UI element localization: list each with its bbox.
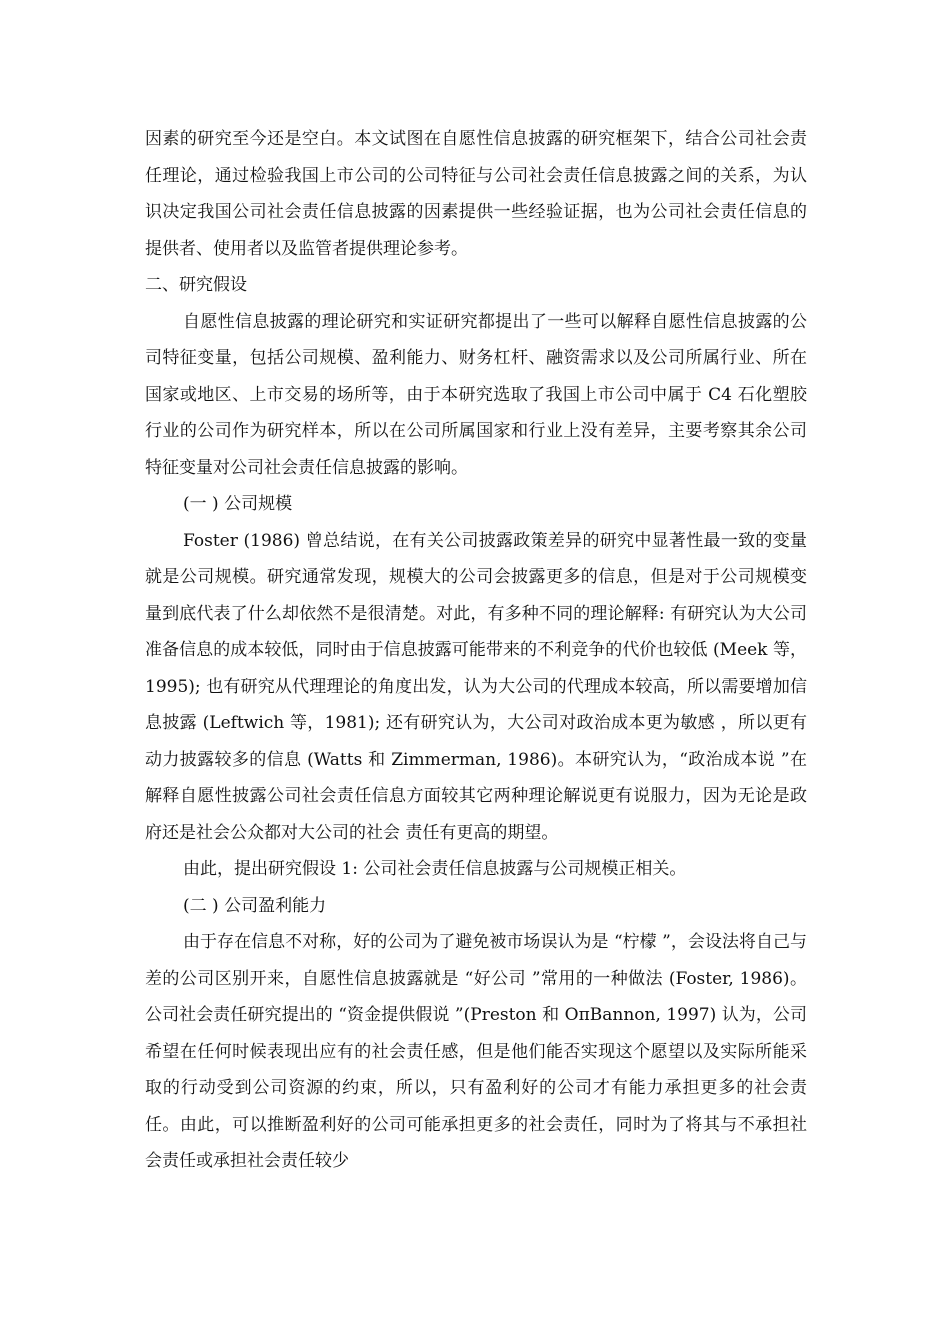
section-heading-hypotheses: 二、研究假设 [145, 275, 247, 295]
paragraph-voluntary-disclosure: 自愿性信息披露的理论研究和实证研究都提出了一些可以解释自愿性信息披露的公司特征变量，包括公司规模、盈利能力、财务杠杆、融资需求以及公司所属行业、所在国家或地区、上市交易的场所等，由于本研究选取了我国上市公司中属于 C4 石化塑胶行业的公司作为研究样本，所以在公司所属国家和行业上没有差异，主要考察其余公司特征变量对公司社会责任信息披露的影响。 [145, 311, 807, 478]
paragraph-profitability: 由于存在信息不对称，好的公司为了避免被市场误认为是 “柠檬 ”，会设法将自己与差的公司区别开来，自愿性信息披露就是 “好公司 ”常用的一种做法 (Foster, 1986)。公司社会责任研究提出的 “资金提供假说 ”(Preston 和 OπBannon, 1997) 认为，公司希望在任何时候表现出应有的社会责任感，但是他们能否实现这个愿望以及实际所能采取的行动受到公司资源的约束，所以，只有盈利好的公司才有能力承担更多的社会责任。由此，可以推断盈利好的公司可能承担更多的社会责任，同时为了将其与不承担社会责任或承担社会责任较少 [145, 932, 807, 1171]
subheading-profitability: (二 ) 公司盈利能力 [183, 895, 327, 916]
paragraph-hypothesis-1: 由此，提出研究假设 1: 公司社会责任信息披露与公司规模正相关。 [183, 859, 687, 879]
paragraph-intro-end: 因素的研究至今还是空白。本文试图在自愿性信息披露的研究框架下，结合公司社会责任理论，通过检验我国上市公司的公司特征与公司社会责任信息披露之间的关系，为认识决定我国公司社会责任信息披露的因素提供一些经验证据，也为公司社会责任信息的提供者、使用者以及监管者提供理论参考。 [145, 129, 807, 259]
subheading-company-size: (一 ) 公司规模 [183, 494, 293, 514]
document-page [145, 121, 807, 1180]
paragraph-company-size: Foster (1986) 曾总结说，在有关公司披露政策差异的研究中显著性最一致的变量就是公司规模。研究通常发现，规模大的公司会披露更多的信息，但是对于公司规模变量到底代表了什么却依然不是很清楚。对此，有多种不同的理论解释: 有研究认为大公司准备信息的成本较低，同时由于信息披露可能带来的不利竞争的代价也较低 (Meek 等，1995); 也有研究从代理理论的角度出发，认为大公司的代理成本较高，所以需要增加信息披露 (Leftwich 等，1981); 还有研究认为，大公司对政治成本更为敏感 ，所以更有动力披露较多的信息 (Watts 和 Zimmerman, 1986)。本研究认为，“政治成本说 ”在解释自愿性披露公司社会责任信息方面较其它两种理论解说更有说服力，因为无论是政府还是社会公众都对大公司的社会 责任有更高的期望。 [145, 530, 807, 843]
